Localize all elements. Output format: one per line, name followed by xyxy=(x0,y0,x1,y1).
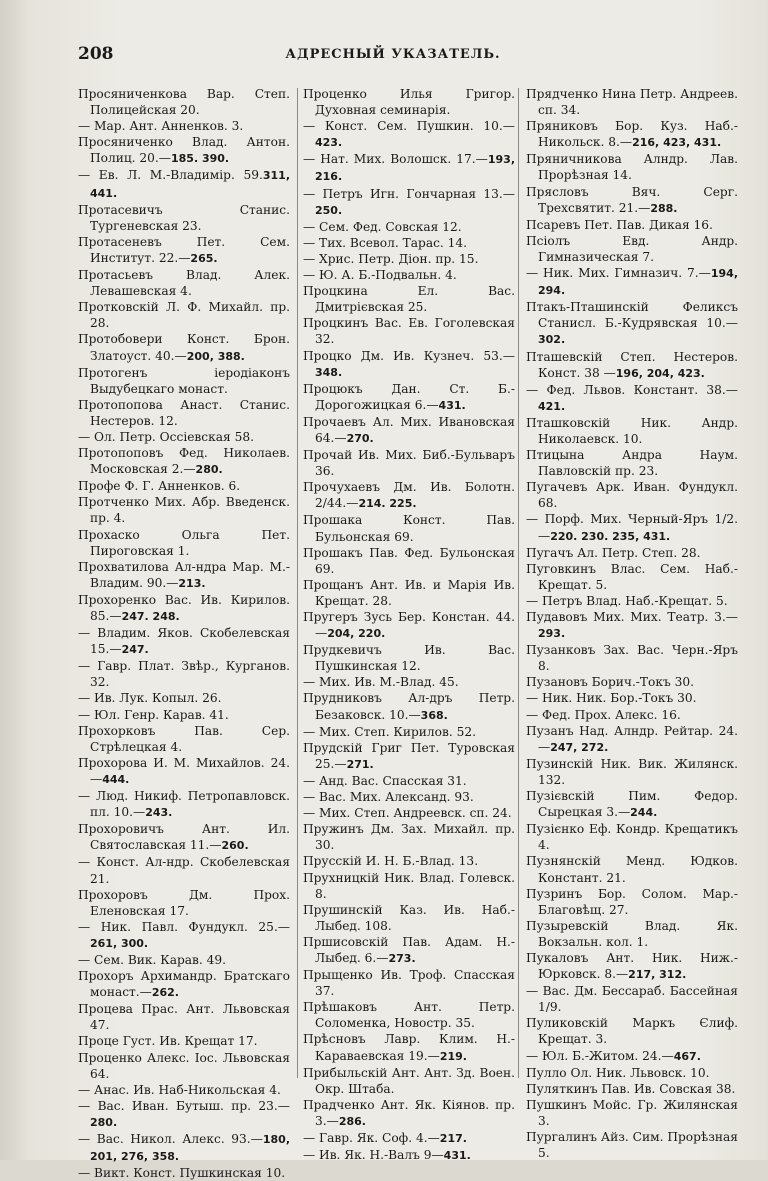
directory-entry xyxy=(303,690,515,723)
directory-entry xyxy=(78,299,290,331)
directory-entry xyxy=(78,1098,290,1131)
entry-text: Прадченко Ант. Як. Кіянов. пр. 3.— xyxy=(303,1097,515,1128)
entry-phone-numbers: 368. xyxy=(420,708,448,722)
directory-entry xyxy=(303,609,515,642)
entry-text: Прѣшаковъ Ант. Петр. Соломенка, Новостр. 35. xyxy=(303,1000,515,1031)
entry-phone-numbers: 185. 390. xyxy=(171,152,230,166)
directory-entry xyxy=(78,952,290,968)
entry-text: Прыщенко Ив. Троф. Спасская 37. xyxy=(303,968,515,999)
entry-text: Пуликовскій Маркъ Єлиф. Крещат. 3. xyxy=(526,1016,738,1047)
entry-text: Птакъ-Пташинскій Феликсъ Станисл. Б.-Кудрявская 10.— xyxy=(526,300,738,331)
entry-text: Протопоповъ Фед. Николаев. Московская 2.— xyxy=(78,446,290,477)
entry-phone-numbers: 302. xyxy=(538,333,566,347)
directory-entry xyxy=(526,265,738,299)
directory-entry xyxy=(526,1097,738,1129)
directory-entry xyxy=(78,494,290,526)
entry-phone-numbers: 219. xyxy=(439,1049,467,1063)
directory-entry xyxy=(78,331,290,364)
directory-entry xyxy=(78,968,290,1001)
directory-entry xyxy=(526,593,738,609)
entry-text: Процкинъ Вас. Ев. Гоголевская 32. xyxy=(303,316,515,347)
entry-text: Пузринъ Бор. Солом. Мар.-Благовѣщ. 27. xyxy=(526,886,738,917)
entry-text: Пугачевъ Арк. Иван. Фундукл. 68. xyxy=(526,480,738,511)
directory-entry xyxy=(303,821,515,853)
entry-text: — Ол. Петр. Оссіевская 58. xyxy=(78,429,254,444)
entry-text: Прочаевъ Ал. Мих. Ивановская 64.— xyxy=(303,414,515,445)
entry-text: — Конст. Сем. Пушкин. 10.— xyxy=(303,119,515,134)
directory-entry xyxy=(78,821,290,854)
entry-text: Пташевскій Степ. Нестеров. Конст. 38 — xyxy=(526,349,738,380)
directory-entry xyxy=(526,950,738,983)
entry-text: Прѣсновъ Лавр. Клим. Н.-Караваевская 19.— xyxy=(303,1032,515,1063)
directory-entry xyxy=(526,1048,738,1065)
entry-phone-numbers: 280. xyxy=(195,463,223,477)
entry-text: Псіолъ Евд. Андр. Гимназическая 7. xyxy=(526,233,738,264)
entry-text: Просяниченкова Вар. Степ. Полицейская 20. xyxy=(78,87,290,118)
entry-phone-numbers: 348. xyxy=(315,365,343,379)
entry-text: Прохорковъ Пав. Сер. Стрѣлецкая 4. xyxy=(78,723,290,754)
directory-entry xyxy=(78,1082,290,1098)
directory-entry xyxy=(303,348,515,381)
entry-text: Птицына Андра Наум. Павловскій пр. 23. xyxy=(526,448,738,479)
directory-entry xyxy=(303,1130,515,1147)
directory-entry xyxy=(303,381,515,414)
entry-text: Прошака Конст. Пав. Бульонская 69. xyxy=(303,513,515,544)
directory-entry xyxy=(78,1131,290,1165)
entry-text: Прудкевичъ Ив. Вас. Пушкинская 12. xyxy=(303,643,515,674)
directory-entry xyxy=(303,740,515,773)
entry-text: Прохорова И. М. Михайлов. 24.— xyxy=(78,755,290,786)
entry-text: Прясловъ Вяч. Серг. Трехсвятит. 21.— xyxy=(526,184,738,215)
directory-entry xyxy=(78,167,290,201)
directory-entry xyxy=(303,267,515,283)
directory-entry xyxy=(303,251,515,267)
directory-entry xyxy=(526,674,738,690)
entry-phone-numbers: 467. xyxy=(673,1049,701,1063)
directory-entry xyxy=(78,887,290,919)
entry-text: — Анас. Ив. Наб-Никольская 4. xyxy=(78,1082,281,1097)
directory-entry xyxy=(303,934,515,967)
directory-columns xyxy=(78,86,740,1181)
directory-entry xyxy=(526,217,738,233)
entry-phone-numbers: 286. xyxy=(338,1114,366,1128)
directory-entry xyxy=(526,86,738,118)
entry-phone-numbers: 250. xyxy=(315,203,343,217)
entry-text: — Нат. Мих. Волошск. 17.— xyxy=(303,152,488,167)
entry-text: Процева Прас. Ант. Львовская 47. xyxy=(78,1002,290,1033)
entry-text: Процко Дм. Ив. Кузнеч. 53.— xyxy=(303,348,515,363)
entry-phone-numbers: 180, 201, 276, 358. xyxy=(90,1133,290,1164)
directory-entry xyxy=(78,559,290,592)
entry-text: — Анд. Вас. Спасская 31. xyxy=(303,773,467,788)
entry-text: — Петръ Игн. Гончарная 13.— xyxy=(303,186,515,201)
entry-text: Пршисовскій Пав. Адам. Н.-Лыбед. 6.— xyxy=(303,934,515,965)
directory-entry xyxy=(78,478,290,494)
entry-phone-numbers: 193, 216. xyxy=(315,153,515,184)
entry-text: Пузинскій Ник. Вик. Жилянск. 132. xyxy=(526,756,738,787)
directory-entry xyxy=(78,919,290,952)
entry-phone-numbers: 196, 204, 423. xyxy=(615,366,705,380)
entry-text: Прощанъ Ант. Ив. и Марія Ив. Крещат. 28. xyxy=(303,577,515,608)
entry-phone-numbers: 217, 312. xyxy=(628,968,687,982)
entry-text: — Ник. Ник. Бор.-Токъ 30. xyxy=(526,691,697,706)
directory-entry xyxy=(526,1129,738,1161)
entry-text: — Гавр. Як. Соф. 4.— xyxy=(303,1131,440,1145)
entry-text: Просяниченко Влад. Антон. Полиц. 20.— xyxy=(78,135,290,166)
directory-entry xyxy=(526,756,738,788)
entry-text: Прудниковъ Ал-дръ Петр. Безаковск. 10.— xyxy=(303,691,515,722)
directory-entry xyxy=(303,773,515,789)
entry-text: Прошакъ Пав. Фед. Бульонская 69. xyxy=(303,545,515,576)
directory-entry xyxy=(526,151,738,183)
entry-text: — Ю. А. Б.-Подвальн. 4. xyxy=(303,268,457,283)
entry-phone-numbers: 214. 225. xyxy=(358,497,417,511)
directory-entry xyxy=(303,1097,515,1130)
entry-text: Пулло Ол. Ник. Львовск. 10. xyxy=(526,1065,710,1080)
directory-entry xyxy=(78,723,290,755)
directory-entry xyxy=(526,886,738,918)
entry-text: — Фед. Львов. Констант. 38.— xyxy=(526,382,738,397)
column-3 xyxy=(526,86,738,1161)
entry-text: — Ник. Мих. Гимназич. 7.— xyxy=(526,266,711,281)
directory-entry xyxy=(78,118,290,134)
directory-entry xyxy=(303,315,515,347)
directory-entry xyxy=(526,299,738,348)
entry-text: Процюкъ Дан. Ст. Б.-Дорогожицкая 6.— xyxy=(303,381,515,412)
column-1 xyxy=(78,86,290,1181)
directory-entry xyxy=(303,967,515,999)
entry-phone-numbers: 213. xyxy=(178,576,206,590)
entry-text: — Юл. Генр. Карав. 41. xyxy=(78,707,229,722)
page-number: 208 xyxy=(78,44,114,64)
column-2 xyxy=(303,86,515,1164)
entry-text: — Мих. Степ. Кирилов. 52. xyxy=(303,724,476,739)
directory-entry xyxy=(303,1065,515,1097)
directory-entry xyxy=(303,151,515,185)
entry-phone-numbers: 293. xyxy=(538,627,566,641)
entry-text: — Ник. Павл. Фундукл. 25.— xyxy=(78,919,290,934)
entry-phone-numbers: 244. xyxy=(630,806,658,820)
entry-text: — Мар. Ант. Анненков. 3. xyxy=(78,119,244,134)
directory-entry xyxy=(303,805,515,821)
entry-text: — Тих. Всевол. Тарас. 14. xyxy=(303,235,468,250)
entry-text: — Викт. Конст. Пушкинская 10. xyxy=(78,1166,286,1181)
entry-phone-numbers: 194, 294. xyxy=(538,267,738,298)
entry-phone-numbers: 220. 230. 235, 431. xyxy=(550,529,671,543)
entry-phone-numbers: 260. xyxy=(221,839,249,853)
directory-entry xyxy=(78,86,290,118)
entry-text: Проценко Илья Григор. Духовная семинарія. xyxy=(303,87,515,118)
directory-entry xyxy=(303,479,515,512)
directory-entry xyxy=(78,788,290,821)
entry-phone-numbers: 262. xyxy=(151,986,179,1000)
entry-phone-numbers: 288. xyxy=(650,201,678,215)
directory-entry xyxy=(526,382,738,415)
directory-entry xyxy=(78,707,290,723)
entry-text: — Сем. Вик. Карав. 49. xyxy=(78,952,227,967)
entry-text: Процкина Ел. Вас. Дмитрієвская 25. xyxy=(303,284,515,315)
directory-entry xyxy=(78,1050,290,1082)
entry-phone-numbers: 280. xyxy=(90,1115,118,1129)
directory-entry xyxy=(303,642,515,674)
directory-entry xyxy=(526,447,738,479)
entry-text: Пружинъ Дм. Зах. Михайл. пр. 30. xyxy=(303,822,515,853)
directory-entry xyxy=(526,723,738,756)
entry-text: — Люд. Никиф. Петропавловск. пл. 10.— xyxy=(78,789,290,820)
entry-phone-numbers: 247. xyxy=(121,643,149,657)
entry-phone-numbers: 423. xyxy=(315,136,343,150)
directory-entry xyxy=(78,1033,290,1049)
entry-text: Пуляткинъ Пав. Ив. Совская 38. xyxy=(526,1081,736,1096)
entry-text: Пузанковъ Зах. Вас. Черн.-Яръ 8. xyxy=(526,643,738,674)
directory-entry xyxy=(303,512,515,544)
directory-entry xyxy=(526,511,738,544)
directory-entry xyxy=(303,577,515,609)
entry-text: Протасевичъ Станис. Тургеневская 23. xyxy=(78,202,290,233)
entry-text: Протасеневъ Пет. Сем. Институт. 22.— xyxy=(78,234,290,265)
directory-entry xyxy=(526,918,738,950)
directory-entry xyxy=(526,349,738,382)
directory-entry xyxy=(78,365,290,397)
directory-entry xyxy=(303,902,515,934)
directory-entry xyxy=(78,445,290,478)
directory-entry xyxy=(526,707,738,723)
entry-text: — Мих. Ив. М.-Влад. 45. xyxy=(303,675,459,690)
entry-phone-numbers: 311, 441. xyxy=(90,169,290,200)
entry-text: — Ив. Як. Н.-Валъ 9— xyxy=(303,1148,444,1163)
entry-phone-numbers: 247, 272. xyxy=(550,740,609,754)
entry-text: Псаревъ Пет. Пав. Дикая 16. xyxy=(526,217,713,232)
directory-entry xyxy=(303,545,515,577)
entry-text: Прохаско Ольга Пет. Пироговская 1. xyxy=(78,527,290,558)
directory-entry xyxy=(526,821,738,853)
directory-entry xyxy=(78,1165,290,1181)
entry-phone-numbers: 421. xyxy=(538,399,566,413)
directory-entry xyxy=(303,86,515,118)
directory-entry xyxy=(526,690,738,706)
entry-phone-numbers: 431. xyxy=(443,1149,471,1163)
directory-entry xyxy=(526,233,738,265)
directory-entry xyxy=(303,1147,515,1164)
entry-text: Протковскій Л. Ф. Михайл. пр. 28. xyxy=(78,300,290,331)
directory-entry xyxy=(78,854,290,886)
entry-text: Протопопова Анаст. Станис. Нестеров. 12. xyxy=(78,397,290,428)
directory-entry xyxy=(526,983,738,1015)
entry-text: Пудавовъ Мих. Мих. Театр. 3.— xyxy=(526,610,738,624)
directory-entry xyxy=(78,625,290,658)
entry-text: Пукаловъ Ант. Ник. Ниж.-Юрковск. 8.— xyxy=(526,950,738,982)
directory-entry xyxy=(303,219,515,235)
entry-text: Пругеръ Зусь Бер. Констан. 44.— xyxy=(303,610,515,641)
directory-entry xyxy=(526,118,738,151)
entry-text: Протобовери Конст. Брон. Златоуст. 40.— xyxy=(78,332,290,363)
page-header xyxy=(78,44,708,66)
directory-entry xyxy=(526,609,738,642)
entry-text: — Ив. Лук. Копыл. 26. xyxy=(78,691,222,706)
directory-entry xyxy=(78,1001,290,1033)
directory-entry xyxy=(303,414,515,447)
directory-entry xyxy=(303,724,515,740)
directory-entry xyxy=(526,545,738,561)
directory-entry xyxy=(526,1081,738,1097)
entry-text: — Вас. Никол. Алекс. 93.— xyxy=(78,1132,263,1146)
directory-entry xyxy=(526,561,738,593)
entry-text: Пузієвскій Пим. Федор. Сырецкая 3.— xyxy=(526,789,738,820)
directory-entry xyxy=(303,999,515,1031)
entry-text: — Ев. Л. М.-Владимір. 59. xyxy=(78,168,263,183)
entry-text: Прохоренко Вас. Ив. Кирилов. 85.— xyxy=(78,592,290,623)
entry-text: Протченко Мих. Абр. Введенск. пр. 4. xyxy=(78,495,290,526)
entry-phone-numbers: 271. xyxy=(346,757,374,771)
entry-text: Пряниковъ Бор. Куз. Наб.-Никольск. 8.— xyxy=(526,119,738,150)
directory-entry xyxy=(526,853,738,885)
directory-entry xyxy=(78,234,290,267)
entry-text: — Конст. Ал-ндр. Скобелевская 21. xyxy=(78,855,290,886)
entry-text: — Хрис. Петр. Діон. пр. 15. xyxy=(303,251,479,266)
entry-text: Проце Густ. Ив. Крещат 17. xyxy=(78,1034,258,1049)
entry-text: Пузанъ Над. Алндр. Рейтар. 24.— xyxy=(526,723,738,754)
entry-text: Пушкинъ Мойс. Гр. Жилянская 3. xyxy=(526,1097,738,1128)
entry-text: Протогенъ іеродіаконъ Выдубецкаго монаст. xyxy=(78,365,290,396)
entry-text: — Фед. Прох. Алекс. 16. xyxy=(526,707,681,722)
entry-phone-numbers: 270. xyxy=(346,431,374,445)
directory-entry xyxy=(303,118,515,151)
entry-text: Прочухаевъ Дм. Ив. Болотн. 2/44.— xyxy=(303,480,515,511)
entry-text: Профе Ф. Г. Анненков. 6. xyxy=(78,479,241,494)
directory-entry xyxy=(303,853,515,869)
entry-phone-numbers: 265. xyxy=(190,251,218,265)
entry-text: Пугачъ Ал. Петр. Степ. 28. xyxy=(526,545,701,560)
entry-phone-numbers: 247. 248. xyxy=(121,610,180,623)
entry-text: Прухницкій Ник. Влад. Голевск. 8. xyxy=(303,870,515,901)
entry-text: — Владим. Яков. Скобелевская 15.— xyxy=(78,626,290,657)
entry-phone-numbers: 217. xyxy=(439,1132,467,1145)
directory-entry xyxy=(526,1015,738,1047)
entry-text: Прусскій И. Н. Б.-Влад. 13. xyxy=(303,854,479,869)
entry-text: Прохоръ Архимандр. Братскаго монаст.— xyxy=(78,969,290,1000)
directory-entry xyxy=(78,527,290,559)
entry-phone-numbers: 216, 423, 431. xyxy=(632,136,722,150)
entry-text: — Сем. Фед. Совская 12. xyxy=(303,219,462,234)
directory-entry xyxy=(526,415,738,447)
directory-entry xyxy=(303,1031,515,1064)
directory-entry xyxy=(526,184,738,217)
directory-entry xyxy=(303,870,515,902)
directory-entry xyxy=(526,1065,738,1081)
entry-text: Пургалинъ Айз. Сим. Прорѣзная 5. xyxy=(526,1130,738,1161)
page-title: АДРЕСНЫЙ УКАЗАТЕЛЬ. xyxy=(285,47,501,62)
entry-text: — Юл. Б.-Житом. 24.— xyxy=(526,1048,674,1063)
directory-entry xyxy=(526,479,738,511)
directory-entry xyxy=(303,674,515,690)
entry-phone-numbers: 243. xyxy=(145,806,173,820)
entry-text: Пузыревскій Влад. Як. Вокзальн. кол. 1. xyxy=(526,918,738,949)
entry-text: Пряничникова Алндр. Лав. Прорѣзная 14. xyxy=(526,152,738,183)
entry-text: Пуговкинъ Влас. Сем. Наб.-Крещат. 5. xyxy=(526,561,738,592)
entry-phone-numbers: 200, 388. xyxy=(186,349,245,363)
directory-entry xyxy=(78,592,290,625)
entry-text: Пузієнко Еф. Кондр. Крещатикъ 4. xyxy=(526,822,738,853)
entry-text: Прудскій Григ Пет. Туровская 25.— xyxy=(303,740,515,771)
entry-phone-numbers: 273. xyxy=(388,951,416,965)
directory-entry xyxy=(78,690,290,706)
directory-entry xyxy=(526,788,738,821)
entry-text: — Гавр. Плат. Звѣр., Курганов. 32. xyxy=(78,659,290,690)
entry-text: — Мих. Степ. Андреевск. сп. 24. xyxy=(303,806,512,821)
entry-text: Пташковскій Ник. Андр. Николаевск. 10. xyxy=(526,415,738,446)
directory-entry xyxy=(78,429,290,445)
entry-text: Прохватилова Ал-ндра Мар. М.-Владим. 90.— xyxy=(78,559,290,590)
entry-phone-numbers: 204, 220. xyxy=(327,627,386,641)
entry-text: Прушинскій Каз. Ив. Наб.-Лыбед. 108. xyxy=(303,902,515,933)
directory-entry xyxy=(303,186,515,219)
entry-text: Прибыльскій Ант. Ант. Зд. Воен. Окр. Штаба. xyxy=(303,1065,515,1096)
directory-entry xyxy=(303,235,515,251)
directory-entry xyxy=(303,283,515,315)
entry-text: — Вас. Мих. Александ. 93. xyxy=(303,790,474,805)
entry-phone-numbers: 444. xyxy=(102,772,130,786)
entry-text: Проценко Алекс. Іос. Львовская 64. xyxy=(78,1050,290,1081)
directory-entry xyxy=(78,658,290,690)
entry-text: Пузановъ Борич.-Токъ 30. xyxy=(526,675,695,690)
entry-text: — Петръ Влад. Наб.-Крещат. 5. xyxy=(526,593,728,608)
entry-phone-numbers: 431. xyxy=(438,398,466,412)
directory-entry xyxy=(78,202,290,234)
directory-entry xyxy=(78,267,290,299)
directory-entry xyxy=(526,642,738,674)
entry-text: — Порф. Мих. Черный-Яръ 1/2.— xyxy=(526,512,738,543)
directory-entry xyxy=(303,447,515,479)
entry-text: Протасьевъ Влад. Алек. Левашевская 4. xyxy=(78,268,290,299)
entry-text: — Вас. Иван. Бутыш. пр. 23.— xyxy=(78,1098,290,1113)
directory-entry xyxy=(78,755,290,788)
entry-text: — Вас. Дм. Бессараб. Бассейная 1/9. xyxy=(526,984,738,1015)
entry-text: Пузнянскій Менд. Юдков. Констант. 21. xyxy=(526,854,738,885)
directory-entry xyxy=(303,789,515,805)
directory-entry xyxy=(78,134,290,167)
entry-phone-numbers: 261, 300. xyxy=(90,936,149,950)
directory-entry xyxy=(78,397,290,429)
entry-text: Прохоровъ Дм. Прох. Еленовская 17. xyxy=(78,887,290,918)
entry-text: Прядченко Нина Петр. Андреев. сп. 34. xyxy=(526,87,738,118)
entry-text: Прохоровичъ Ант. Ил. Святославская 11.— xyxy=(78,822,290,853)
entry-text: Прочай Ив. Мих. Биб.-Бульваръ 36. xyxy=(303,448,515,479)
